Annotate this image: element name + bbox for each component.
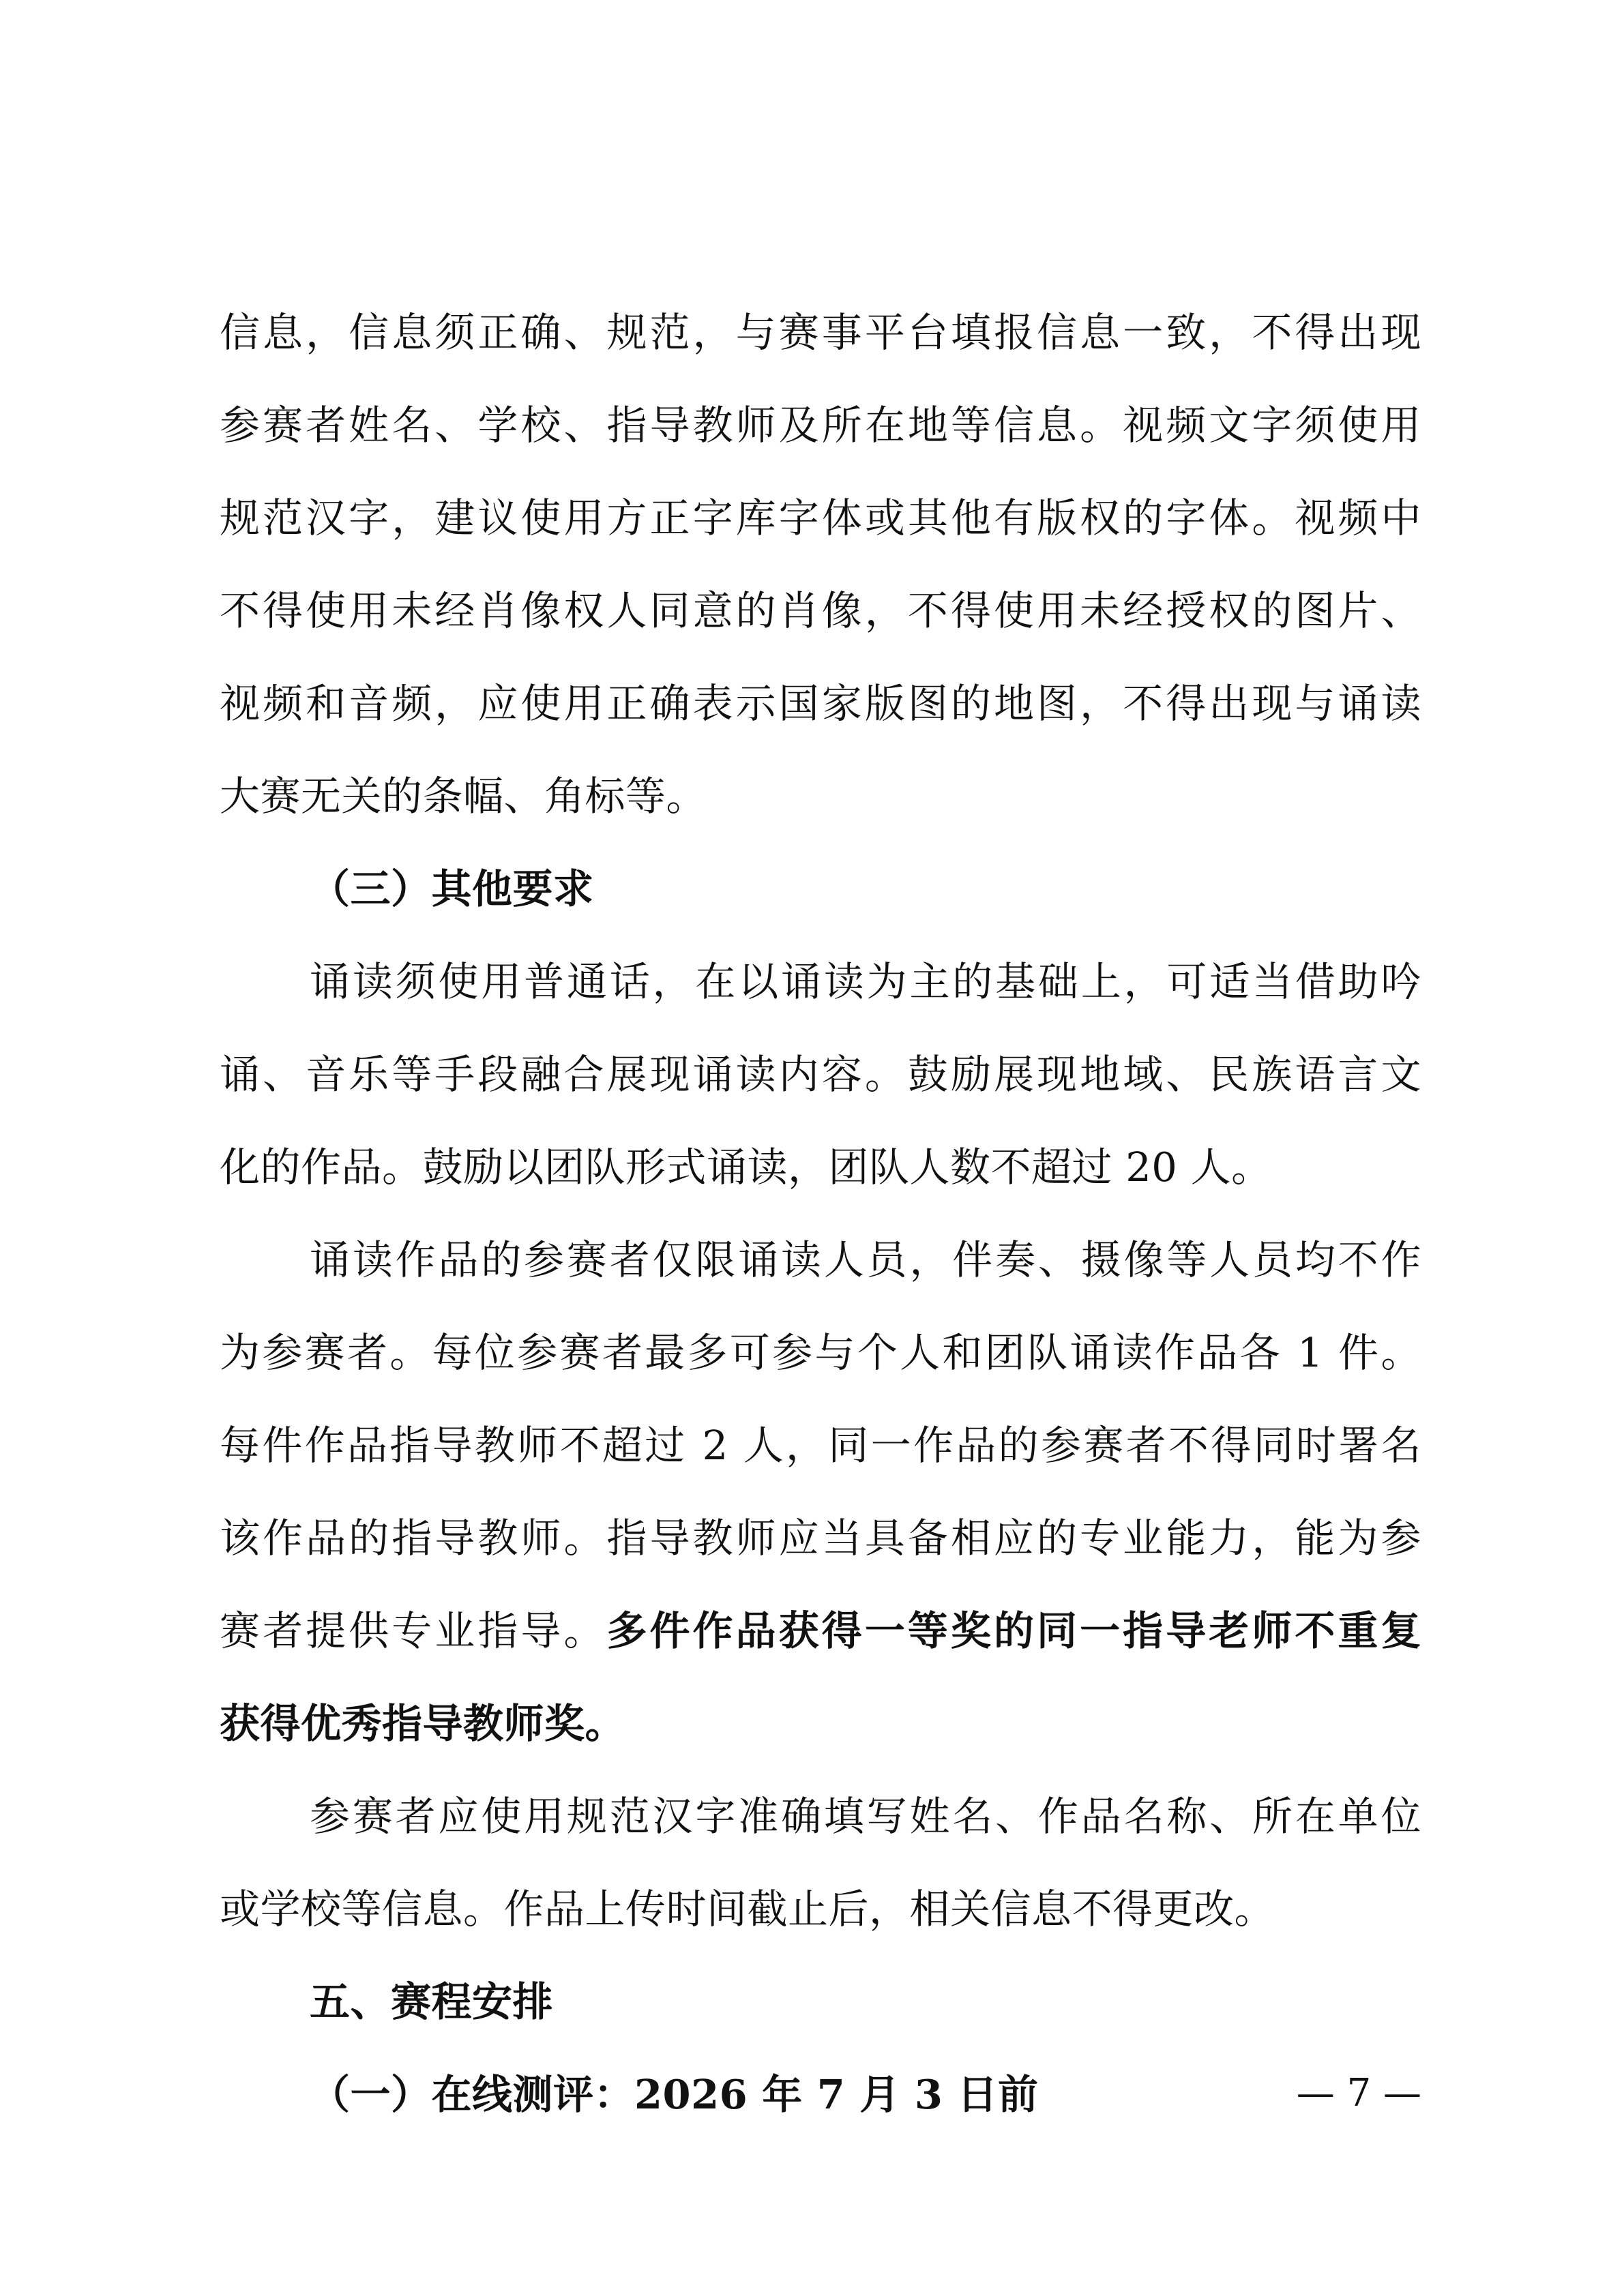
page-number: — 7 — bbox=[1296, 2071, 1421, 2115]
section-heading: 获得优秀指导教师奖。 bbox=[220, 1700, 626, 1747]
paragraph-line: 该作品的指导教师。指导教师应当具备相应的专业能力，能为参 bbox=[220, 1515, 1421, 1562]
paragraph-line: 参赛者应使用规范汉字准确填写姓名、作品名称、所在单位 bbox=[310, 1793, 1421, 1840]
paragraph-line: 每件作品指导教师不超过 2 人，同一作品的参赛者不得同时署名 bbox=[220, 1422, 1421, 1469]
paragraph-line: 信息，信息须正确、规范，与赛事平台填报信息一致，不得出现 bbox=[220, 309, 1421, 356]
paragraph-line bbox=[220, 1585, 1421, 1678]
paragraph-line: 规范汉字，建议使用方正字库字体或其他有版权的字体。视频中 bbox=[220, 494, 1421, 541]
paragraph-line: 或学校等信息。作品上传时间截止后，相关信息不得更改。 bbox=[220, 1885, 1275, 1933]
paragraph-line: 诵读须使用普通话，在以诵读为主的基础上，可适当借助吟 bbox=[310, 958, 1421, 1005]
bold-text-segment: 多件作品获得一等奖的同一指导老师不重复 bbox=[606, 1607, 1421, 1654]
paragraph-line: 不得使用未经肖像权人同意的肖像，不得使用未经授权的图片、 bbox=[220, 587, 1421, 634]
paragraph-line: 参赛者姓名、学校、指导教师及所在地等信息。视频文字须使用 bbox=[220, 402, 1421, 449]
paragraph-line: 化的作品。鼓励以团队形式诵读，团队人数不超过 20 人。 bbox=[220, 1144, 1272, 1191]
section-heading: （一）在线测评：2026 年 7 月 3 日前 bbox=[310, 2071, 1039, 2118]
paragraph-line: 诵、音乐等手段融合展现诵读内容。鼓励展现地域、民族语言文 bbox=[220, 1051, 1421, 1098]
text-segment: 赛者提供专业指导。 bbox=[220, 1607, 607, 1654]
section-heading: （三）其他要求 bbox=[310, 865, 594, 912]
document-body bbox=[220, 286, 1421, 2141]
paragraph-line: 为参赛者。每位参赛者最多可参与个人和团队诵读作品各 1 件。 bbox=[220, 1329, 1421, 1376]
paragraph-line: 视频和音频，应使用正确表示国家版图的地图，不得出现与诵读 bbox=[220, 680, 1421, 727]
section-heading: 五、赛程安排 bbox=[310, 1978, 554, 2025]
paragraph-line: 大赛无关的条幅、角标等。 bbox=[220, 773, 707, 820]
paragraph-line: 诵读作品的参赛者仅限诵读人员，伴奏、摄像等人员均不作 bbox=[310, 1236, 1421, 1283]
